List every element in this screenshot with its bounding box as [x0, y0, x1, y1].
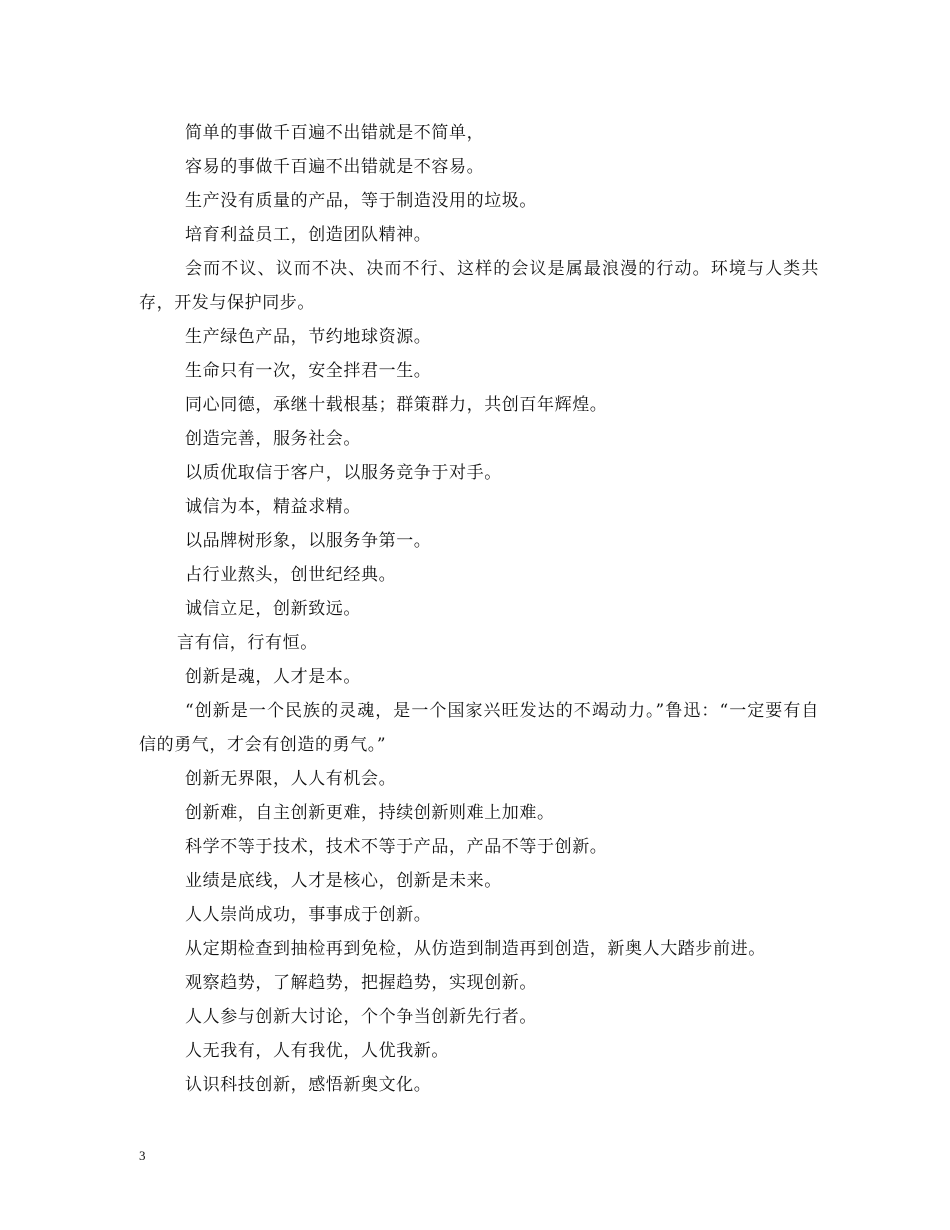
paragraph: 容易的事做千百遍不出错就是不容易。: [185, 157, 485, 177]
paragraph: 创新难，自主创新更难，持续创新则难上加难。: [185, 803, 555, 823]
paragraph: 人人参与创新大讨论，个个争当创新先行者。: [185, 1007, 537, 1027]
paragraph: 生产没有质量的产品，等于制造没用的垃圾。: [185, 191, 537, 211]
paragraph: 以品牌树形象，以服务争第一。: [185, 531, 432, 551]
paragraph: 培育利益员工，创造团队精神。: [185, 225, 432, 245]
paragraph: 生命只有一次，安全拌君一生。: [185, 361, 432, 381]
paragraph: 创新是魂，人才是本。: [185, 667, 361, 687]
paragraph: 以质优取信于客户，以服务竞争于对手。: [185, 463, 502, 483]
document-body: [139, 116, 819, 1102]
paragraph: 创新无界限，人人有机会。: [185, 769, 397, 789]
paragraph: 简单的事做千百遍不出错就是不简单，: [185, 123, 485, 143]
paragraph: 认识科技创新，感悟新奥文化。: [185, 1075, 432, 1095]
page-number: 3: [139, 1148, 146, 1163]
paragraph: 同心同德，承继十载根基；群策群力，共创百年辉煌。: [185, 395, 608, 415]
paragraph: 创造完善，服务社会。: [185, 429, 361, 449]
paragraph: 人无我有，人有我优，人优我新。: [185, 1041, 449, 1061]
paragraph: “创新是一个民族的灵魂，是一个国家兴旺发达的不竭动力。”鲁迅：“一定要有自信的勇气，才会有创造的勇气。”: [139, 701, 819, 755]
paragraph: 言有信，行有恒。: [177, 633, 318, 653]
paragraph: 科学不等于技术，技术不等于产品，产品不等于创新。: [185, 837, 608, 857]
paragraph: 占行业熬头，创世纪经典。: [185, 565, 397, 585]
paragraph: 观察趋势，了解趋势，把握趋势，实现创新。: [185, 973, 537, 993]
paragraph: 业绩是底线，人才是核心，创新是未来。: [185, 871, 502, 891]
paragraph: 诚信为本，精益求精。: [185, 497, 361, 517]
paragraph: 诚信立足，创新致远。: [185, 599, 361, 619]
paragraph: 从定期检查到抽检再到免检，从仿造到制造再到创造，新奥人大踏步前进。: [185, 939, 766, 959]
paragraph: 会而不议、议而不决、决而不行、这样的会议是属最浪漫的行动。环境与人类共存，开发与保护同步。: [139, 259, 819, 313]
paragraph: 生产绿色产品，节约地球资源。: [185, 327, 432, 347]
paragraph: 人人崇尚成功，事事成于创新。: [185, 905, 432, 925]
